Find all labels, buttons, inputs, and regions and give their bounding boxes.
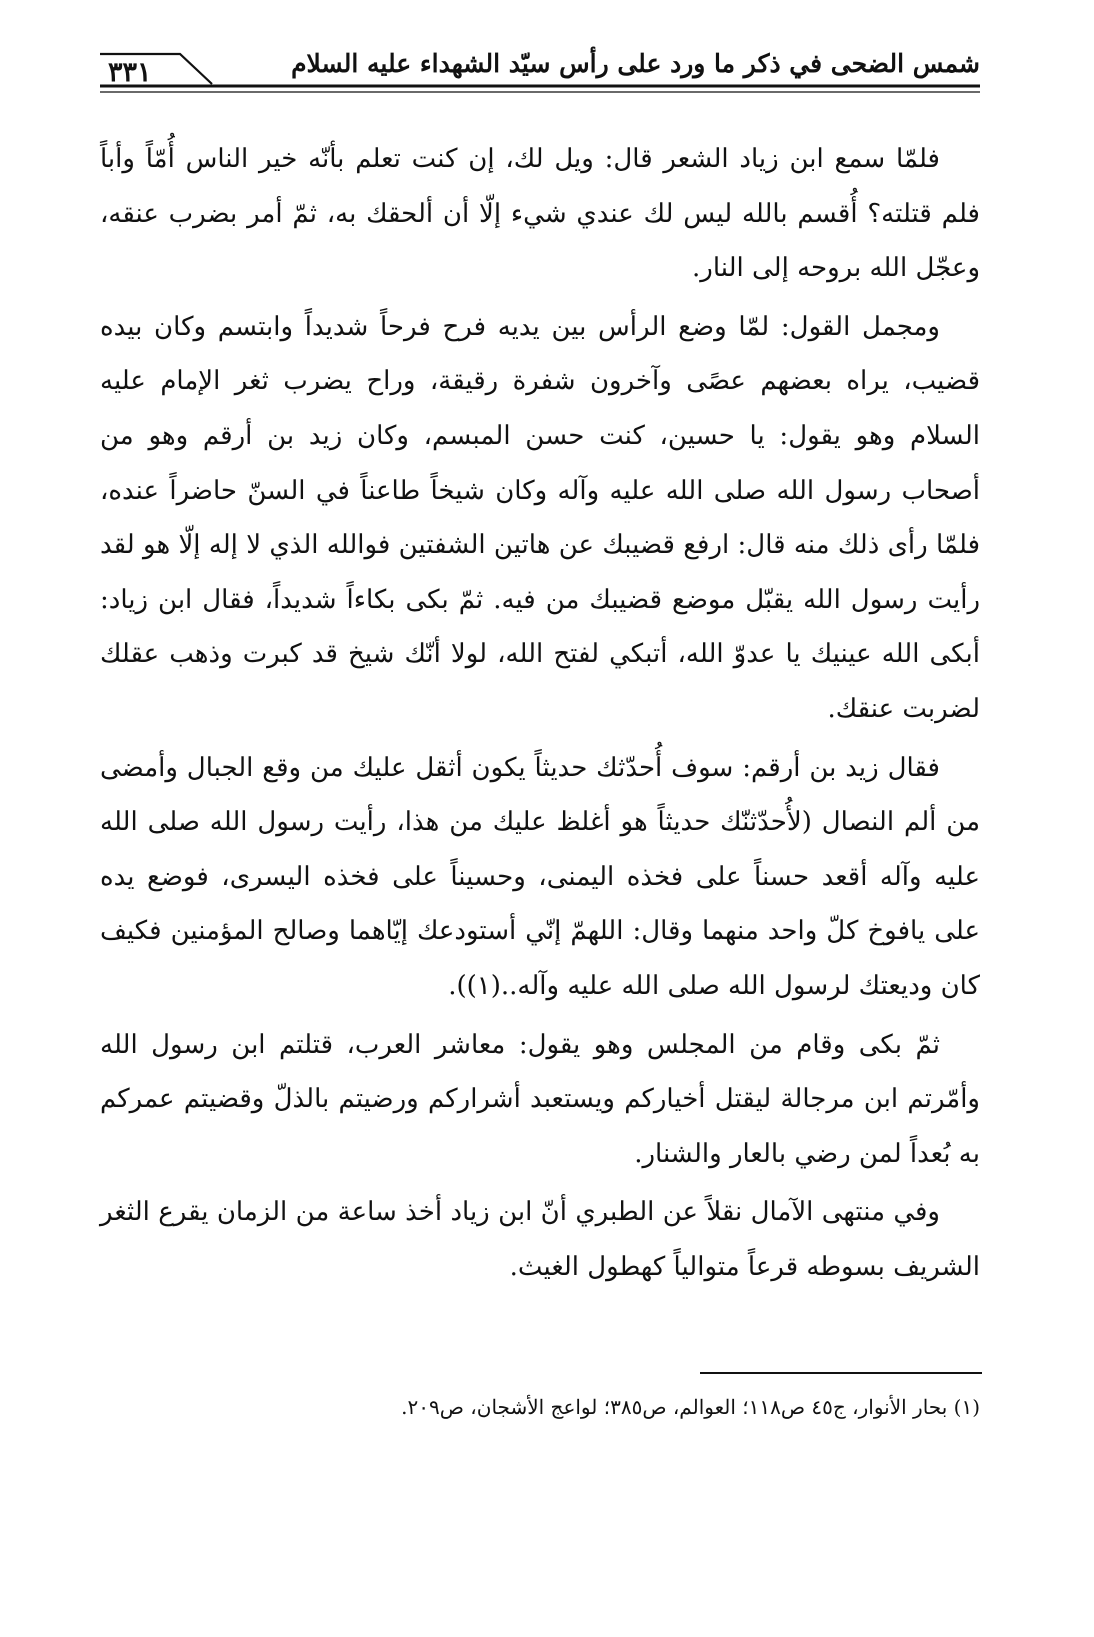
main-text <box>100 132 980 1298</box>
paragraph-3: فقال زيد بن أرقم: سوف أُحدّثك حديثاً يكون أثقل عليك من وقع الجبال وأمضى من ألم النصال (لأُحدّثنّك حديثاً هو أغلظ عليك من هذا، رأيت رسول الله صلى الله عليه وآله أقعد حسناً على فخذه اليمنى، وحسيناً على فخذه اليسرى، فوضع يده على يافوخ كلّ واحد منهما وقال: اللهمّ إنّي أستودعك إيّاهما وصالح المؤمنين فكيف كان وديعتك لرسول الله صلى الله عليه وآله..(١)). <box>100 752 980 1001</box>
running-title: شمس الضحى في ذكر ما ورد على رأس سيّد الشهداء عليه السلام <box>291 49 980 78</box>
paragraph-5: وفي منتهى الآمال نقلاً عن الطبري أنّ ابن زياد أخذ ساعة من الزمان يقرع الثغر الشريف بسوطه قرعاً متوالياً كهطول الغيث. <box>100 1197 980 1282</box>
running-header <box>100 44 980 96</box>
page-number: ٣٣١ <box>108 57 152 88</box>
footnote-separator <box>700 1372 982 1374</box>
paragraph-1: فلمّا سمع ابن زياد الشعر قال: ويل لك، إن كنت تعلم بأنّه خير الناس أُمّاً وأباً فلم قتلته؟ أُقسم بالله ليس لك عندي شيء إلّا أن ألحقك به، ثمّ أمر بضرب عنقه، وعجّل الله بروحه إلى النار. <box>100 144 980 284</box>
paragraph-4: ثمّ بكى وقام من المجلس وهو يقول: معاشر العرب، قتلتم ابن رسول الله وأمّرتم ابن مرجالة ليقتل أخياركم ويستعبد أشراركم ورضيتم بالذلّ وقضيتم عمركم به بُعداً لمن رضي بالعار والشنار. <box>100 1029 980 1169</box>
paragraph-2: ومجمل القول: لمّا وضع الرأس بين يديه فرح فرحاً شديداً وابتسم وكان بيده قضيب، يراه بعضهم عصًى وآخرون شفرة رقيقة، وراح يضرب ثغر الإمام عليه السلام وهو يقول: يا حسين، كنت حسن المبسم، وكان زيد بن أرقم وهو من أصحاب رسول الله صلى الله عليه وآله وكان شيخاً طاعناً في السنّ حاضراً عنده، فلمّا رأى ذلك منه قال: ارفع قضيبك عن هاتين الشفتين فوالله الذي لا إله إلّا هو لقد رأيت رسول الله يقبّل موضع قضيبك من فيه. ثمّ بكى بكاءاً شديداً، فقال ابن زياد: أبكى الله عينيك يا عدوّ الله، أتبكي لفتح الله، لولا أنّك شيخ قد كبرت وذهب عقلك لضربت عنقك. <box>100 311 980 724</box>
footnote-1: (١) بحار الأنوار، ج٤٥ ص١١٨؛ العوالم، ص٣٨٥؛ لواعج الأشجان، ص٢٠٩. <box>401 1395 980 1419</box>
